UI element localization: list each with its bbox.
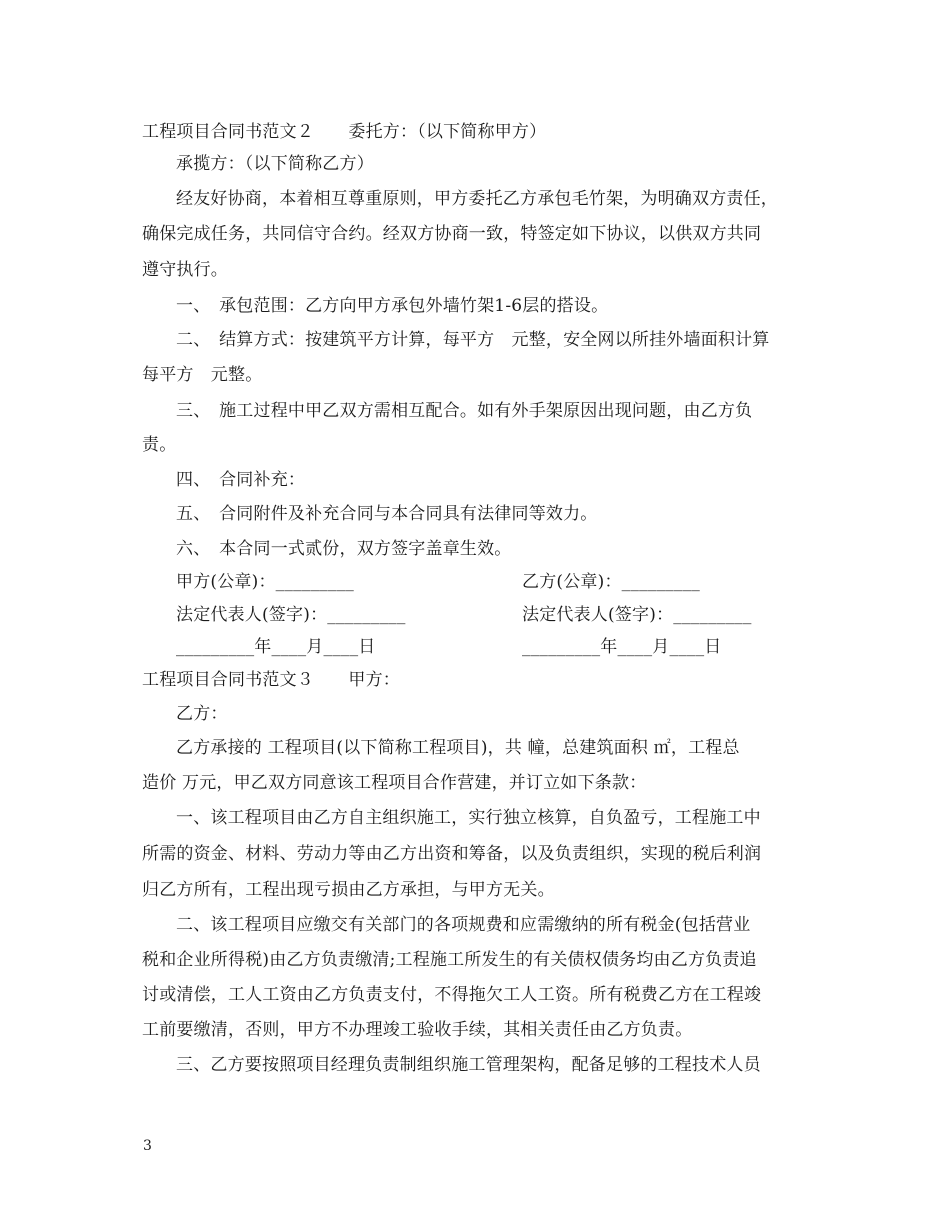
paragraph-line: 三、乙方要按照项目经理负责制组织施工管理架构，配备足够的工程技术人员 [176, 1055, 761, 1075]
paragraph-line: 讨或清偿，工人工资由乙方负责支付，不得拖欠工人工资。所有税费乙方在工程竣 [142, 985, 762, 1005]
paragraph-line: 乙方： [176, 704, 228, 724]
party-a-date-field: _________年____月____日 [176, 637, 376, 657]
party-a-seal-field: 甲方(公章)：_________ [176, 572, 354, 592]
clause-line: 责。 [142, 435, 177, 455]
clause-line: 三、 施工过程中甲乙双方需相互配合。如有外手架原因出现问题，由乙方负 [176, 401, 753, 421]
clause-line: 五、 合同附件及补充合同与本合同具有法律同等效力。 [176, 504, 598, 524]
paragraph-line: 税和企业所得税)由乙方负责缴清;工程施工所发生的有关债权债务均由乙方负责追 [142, 950, 757, 970]
clause-line: 二、 结算方式：按建筑平方计算，每平方 元整，安全网以所挂外墙面积计算 [176, 330, 770, 350]
page-number: 3 [143, 1138, 152, 1154]
clause-line: 一、 承包范围：乙方向甲方承包外墙竹架1-6层的搭设。 [176, 296, 609, 316]
paragraph-line: 经友好协商，本着相互尊重原则，甲方委托乙方承包毛竹架，为明确双方责任， [176, 189, 778, 209]
party-b-seal-field: 乙方(公章)：_________ [522, 572, 700, 592]
paragraph-line: 归乙方所有，工程出现亏损由乙方承担，与甲方无关。 [142, 880, 555, 900]
paragraph-line: 造价 万元，甲乙双方同意该工程项目合作营建，并订立如下条款： [142, 773, 647, 793]
party-b-date-field: _________年____月____日 [522, 637, 722, 657]
section-heading-2: 工程项目合同书范文２ 委托方：（以下简称甲方） [142, 122, 547, 142]
paragraph-line: 承揽方：（以下简称乙方） [176, 154, 374, 174]
paragraph-line: 遵守执行。 [142, 260, 228, 280]
paragraph-line: 确保完成任务，共同信守合约。经双方协商一致，特签定如下协议，以供双方共同 [142, 224, 762, 244]
section-heading-3: 工程项目合同书范文３ 甲方： [142, 670, 400, 690]
paragraph-line: 二、该工程项目应缴交有关部门的各项规费和应需缴纳的所有税金(包括营业 [176, 915, 751, 935]
clause-line: 每平方 元整。 [142, 365, 263, 385]
paragraph-line: 工前要缴清，否则，甲方不办理竣工验收手续，其相关责任由乙方负责。 [142, 1020, 693, 1040]
paragraph-line: 乙方承接的 工程项目(以下简称工程项目)，共 幢，总建筑面积 ㎡，工程总 [176, 738, 740, 758]
party-b-signature-field: 法定代表人(签字)：_________ [522, 605, 752, 625]
clause-line: 六、 本合同一式贰份，双方签字盖章生效。 [176, 539, 512, 559]
paragraph-line: 一、该工程项目由乙方自主组织施工，实行独立核算，自负盈亏，工程施工中 [176, 808, 761, 828]
clause-line: 四、 合同补充： [176, 470, 306, 490]
paragraph-line: 所需的资金、材料、劳动力等由乙方出资和筹备，以及负责组织，实现的税后利润 [142, 844, 762, 864]
party-a-signature-field: 法定代表人(签字)：_________ [176, 605, 406, 625]
